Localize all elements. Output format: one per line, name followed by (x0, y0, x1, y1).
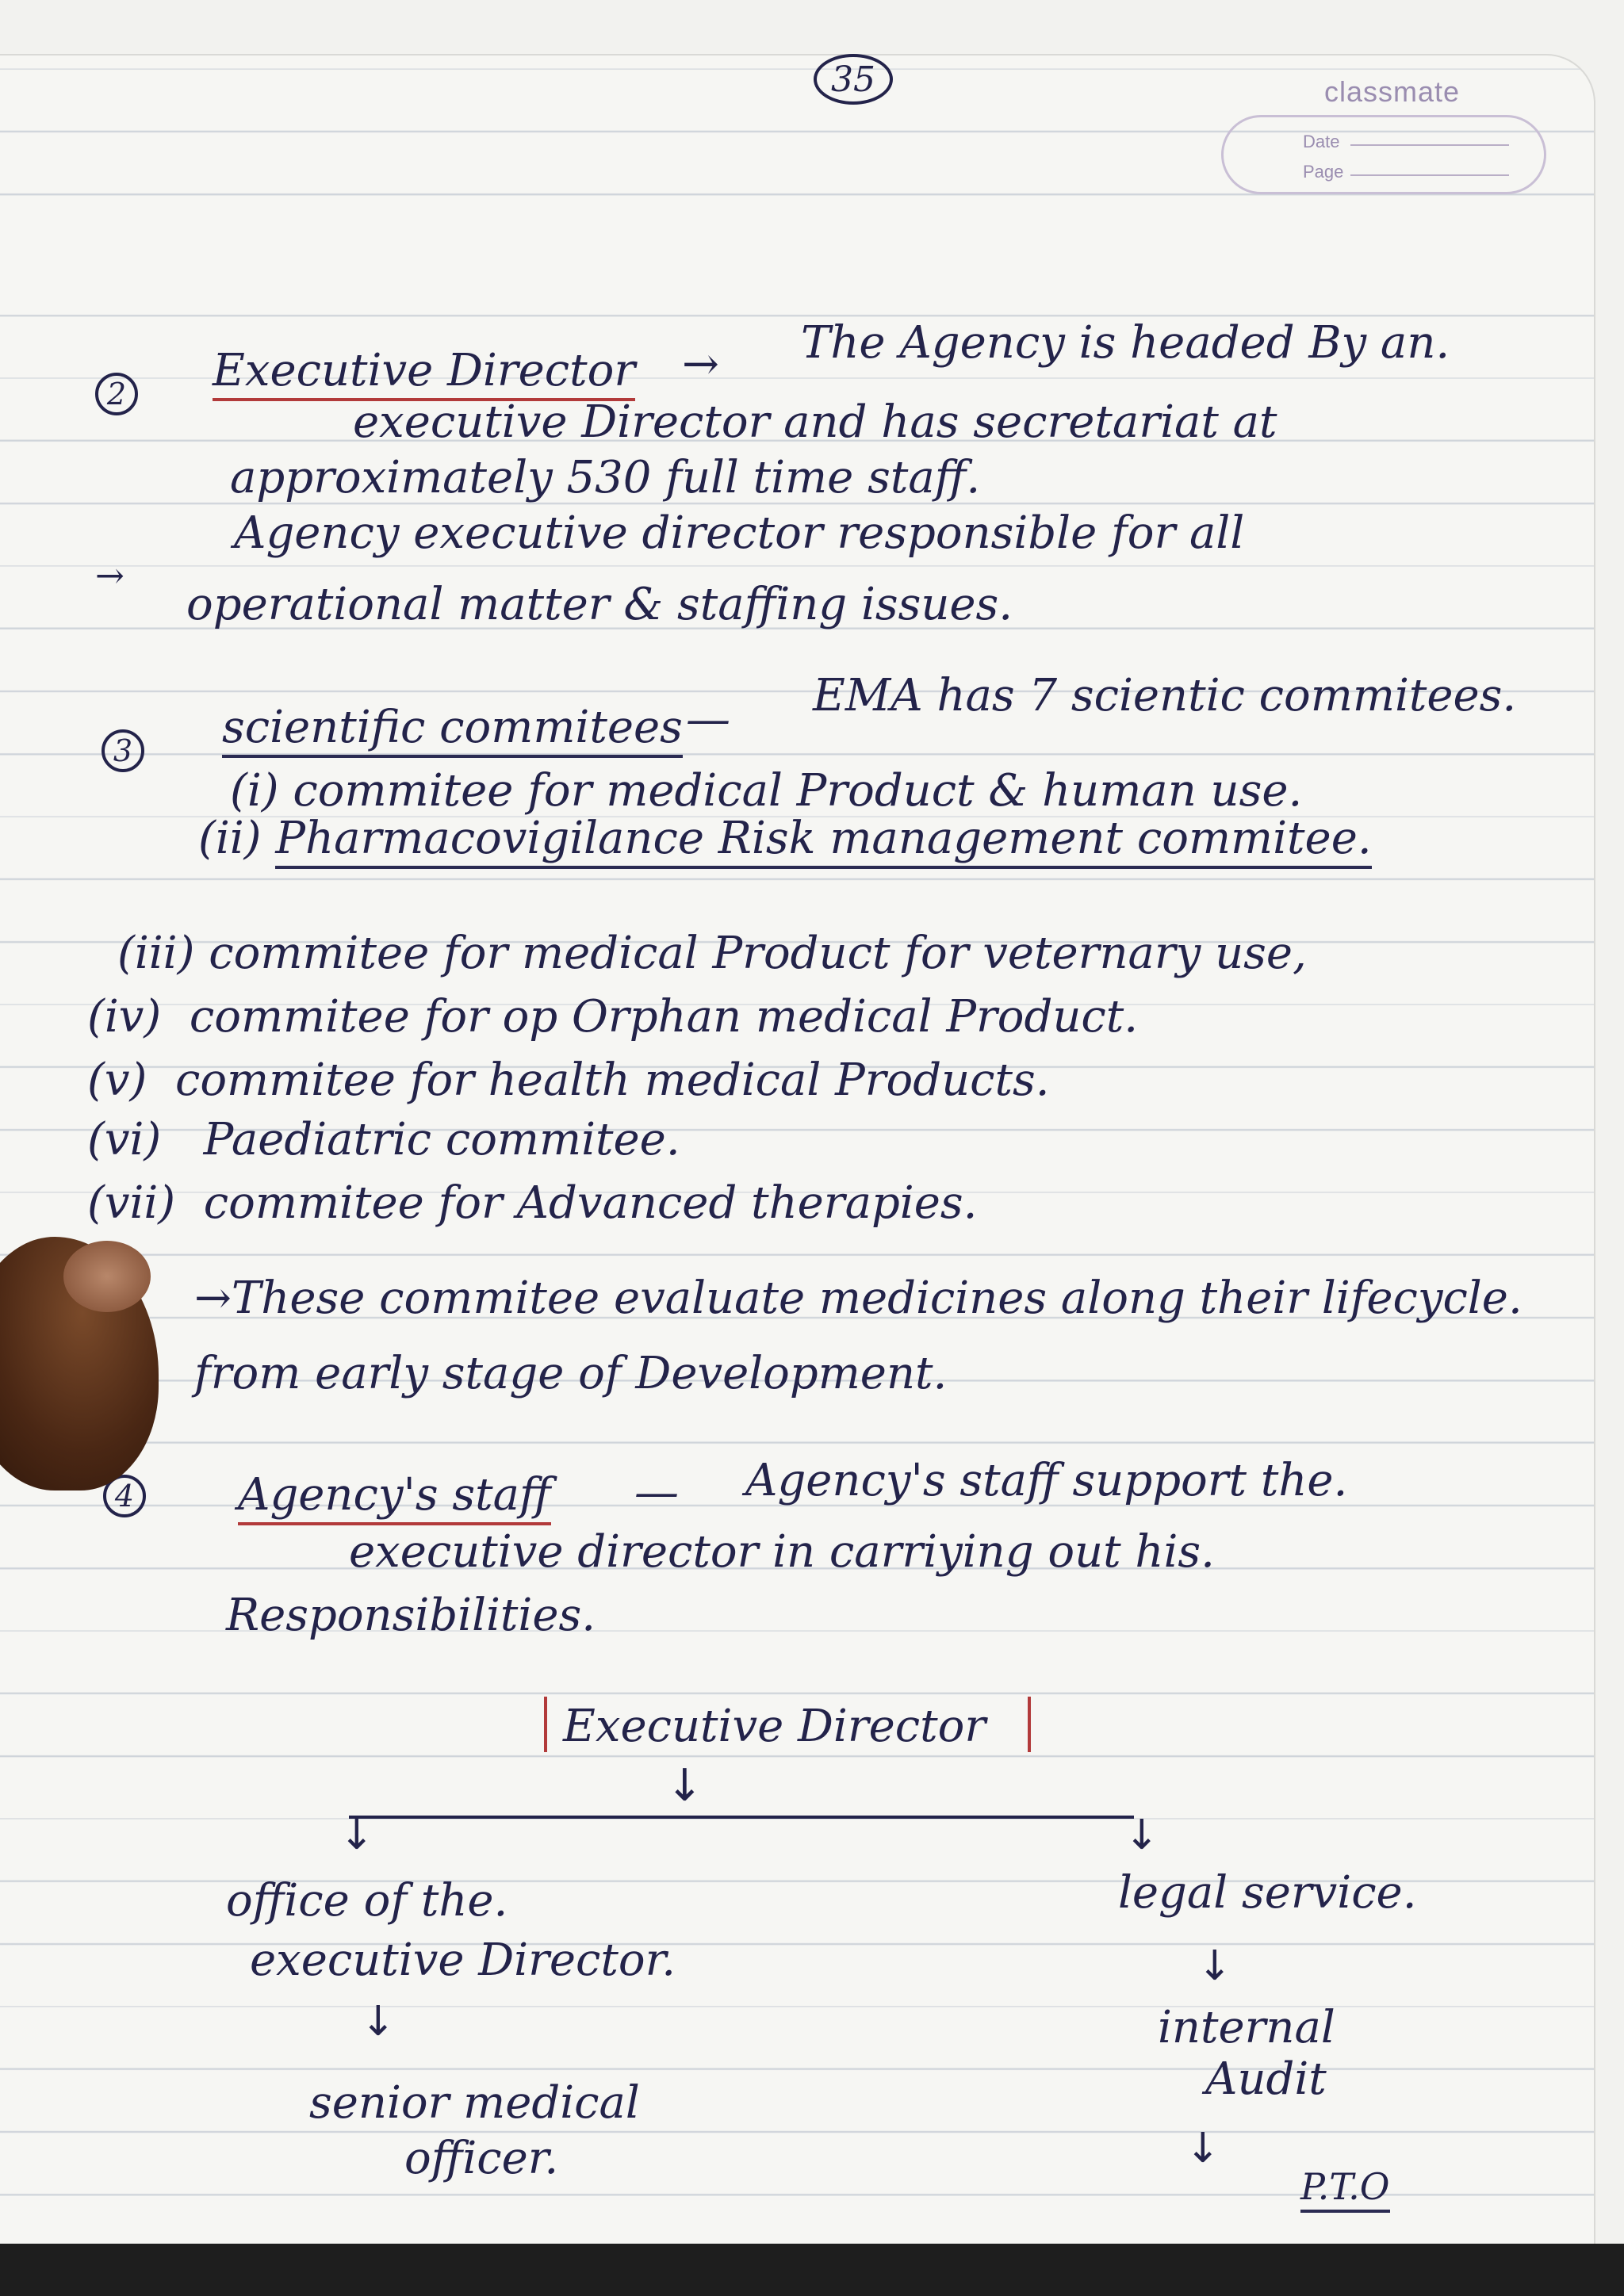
org-top-node: Executive Director (563, 1701, 986, 1752)
down-arrow-icon: ↓ (339, 1812, 374, 1859)
section-3-dash: — (686, 694, 730, 745)
section-2-line4-arrow: → (95, 556, 124, 596)
section-2-number: 2 (95, 373, 138, 415)
section-4-line1: Agency's staff support the. (745, 1455, 1348, 1506)
list-item: (v) commitee for health medical Products. (87, 1054, 1050, 1106)
bottom-shadow (0, 2244, 1624, 2296)
page-line (1350, 174, 1509, 176)
date-label: Date (1303, 132, 1340, 151)
down-arrow-icon: ↓ (1124, 1812, 1159, 1859)
section-2-heading: Executive Director (213, 349, 635, 393)
pto-note: P.T.O (1300, 2168, 1390, 2205)
date-line (1350, 144, 1509, 146)
thumb-nail (63, 1241, 151, 1312)
org-left-node-1b: executive Director. (250, 1934, 676, 1986)
section-3-number: 3 (102, 729, 144, 772)
section-3-heading: scientific commitees (222, 706, 683, 750)
section-3-note1: →These commitee evaluate medicines along their lifecycle. (194, 1272, 1522, 1324)
section-2-line5: operational matter & staffing issues. (186, 579, 1013, 630)
section-2-line4: Agency executive director responsible for all (234, 507, 1245, 559)
org-right-node-2a: internal (1158, 2002, 1335, 2053)
section-4-dash: — (634, 1467, 679, 1518)
section-3-intro: EMA has 7 scientic commitees. (813, 670, 1517, 721)
org-branch-line (349, 1816, 1134, 1819)
list-item: (iii) commitee for medical Product for veternary use, (117, 928, 1307, 979)
page-number: 35 (814, 54, 893, 105)
list-item: (vi) Paediatric commitee. (87, 1114, 680, 1165)
org-left-node-1a: office of the. (226, 1875, 508, 1927)
org-right-node-1: legal service. (1118, 1867, 1417, 1919)
down-arrow-icon: ↓ (1185, 2125, 1220, 2172)
section-2-arrow: → (682, 339, 719, 390)
section-2-line3: approximately 530 full time staff. (230, 452, 981, 503)
classmate-logo (1221, 75, 1554, 202)
box-left-edge (544, 1697, 547, 1752)
list-item: (i) commitee for medical Product & human use. (230, 765, 1303, 817)
logo-brand: classmate (1324, 75, 1461, 108)
section-4-number: 4 (103, 1475, 146, 1517)
section-4-line2: executive director in carriying out his. (349, 1526, 1215, 1578)
section-4-line3: Responsibilities. (226, 1590, 596, 1641)
page-label: Page (1303, 162, 1344, 182)
list-item: (ii) Pharmacovigilance Risk management commitee. (198, 817, 1372, 861)
section-3-note2: from early stage of Development. (194, 1348, 948, 1399)
section-4-heading: Agency's staff (238, 1473, 551, 1517)
org-left-node-2b: officer. (404, 2133, 559, 2184)
list-item: (vii) commitee for Advanced therapies. (87, 1177, 978, 1229)
section-2-line1: The Agency is headed By an. (801, 317, 1450, 369)
org-right-node-2b: Audit (1205, 2053, 1327, 2105)
section-2-line2: executive Director and has secretariat at (353, 396, 1277, 448)
logo-frame (1221, 115, 1546, 194)
down-arrow-icon: ↓ (666, 1760, 703, 1812)
down-arrow-icon: ↓ (361, 1998, 396, 2045)
org-left-node-2a: senior medical (309, 2077, 640, 2129)
box-right-edge (1028, 1697, 1031, 1752)
down-arrow-icon: ↓ (1197, 1942, 1232, 1990)
list-item: (iv) commitee for op Orphan medical Product. (87, 991, 1139, 1043)
